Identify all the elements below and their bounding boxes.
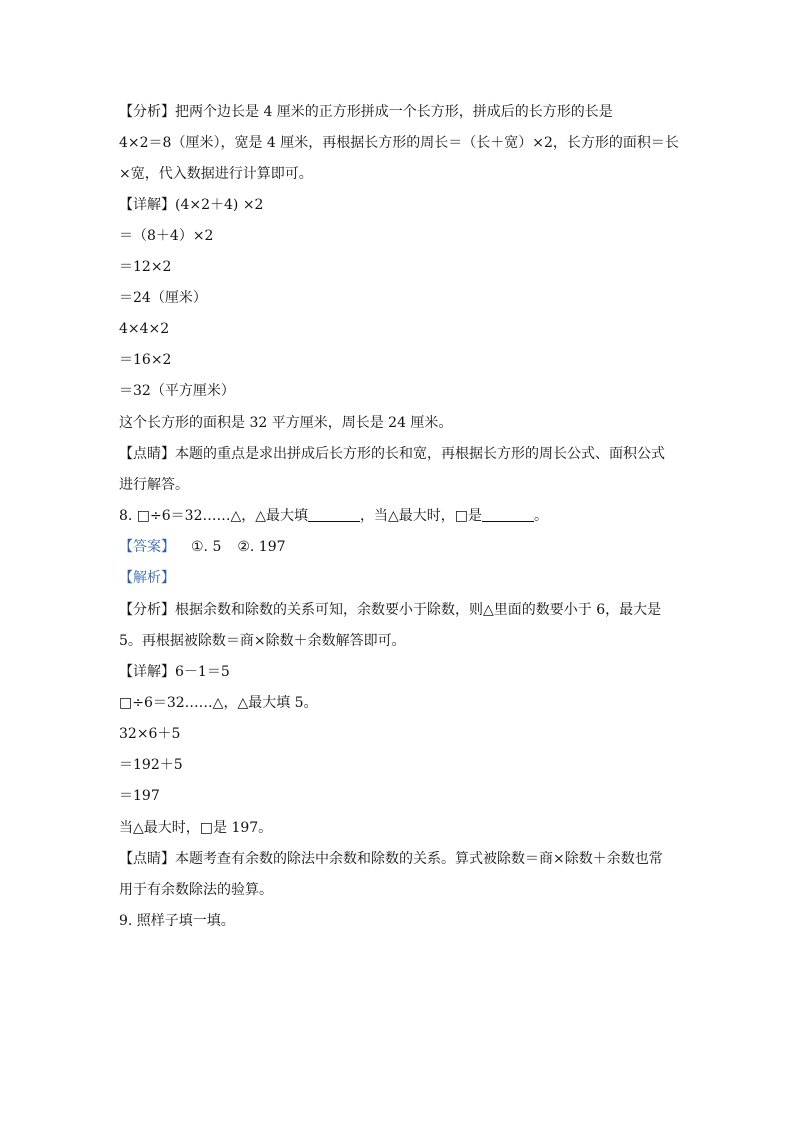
q7-detail-line-3: ＝12×2: [119, 259, 172, 275]
q7-analysis-line-2: 4×2＝8（厘米），宽是 4 厘米，再根据长方形的周长＝（长＋宽）×2，长方形的面积＝长: [119, 135, 679, 151]
q8-question-part-2: ，当△最大时，□是: [360, 508, 483, 524]
q7-detail-line-5: 4×4×2: [119, 321, 170, 337]
q8-analysis-line-1: 【分析】根据余数和除数的关系可知，余数要小于除数，则△里面的数要小于 6，最大是: [119, 602, 662, 618]
q7-detail-line-7: ＝32（平方厘米）: [119, 383, 235, 399]
q7-comment-line-1: 【点睛】本题的重点是求出拼成后长方形的长和宽，再根据长方形的周长公式、面积公式: [119, 446, 665, 462]
q8-answer-line: [119, 537, 679, 557]
q7-detail-line-6: ＝16×2: [119, 352, 172, 368]
q8-answer-1: ①. 5: [191, 539, 222, 555]
q8-detail-line-1: 【详解】6－1＝5: [119, 664, 230, 680]
q8-comment-line-1: 【点睛】本题考查有余数的除法中余数和除数的关系。算式被除数＝商×除数＋余数也常: [119, 851, 663, 867]
q8-answer-label: 【答案】: [119, 539, 175, 555]
q8-analysis-line-2: 5。再根据被除数＝商×除数＋余数解答即可。: [119, 633, 406, 649]
q7-comment-line-2: 进行解答。: [119, 477, 189, 493]
q8-comment-line-2: 用于有余数除法的验算。: [119, 882, 273, 898]
q7-analysis-line-1: 【分析】把两个边长是 4 厘米的正方形拼成一个长方形，拼成后的长方形的长是: [119, 104, 613, 120]
q8-question-part-3: 。: [534, 508, 549, 524]
q7-conclusion: 这个长方形的面积是 32 平方厘米，周长是 24 厘米。: [119, 415, 453, 431]
q7-analysis-line-3: ×宽，代入数据进行计算即可。: [119, 166, 313, 182]
q9-question: 9. 照样子填一填。: [119, 913, 235, 929]
q8-answer-blank-1[interactable]: [308, 507, 360, 522]
q7-detail-line-1: 【详解】(4×2＋4) ×2: [119, 197, 264, 213]
q8-detail-line-6: 当△最大时，□是 197。: [119, 820, 273, 836]
q8-question-part-1: 8. □÷6＝32……△，△最大填: [119, 508, 309, 524]
q8-question: [119, 506, 679, 526]
q8-detail-line-3: 32×6＋5: [119, 726, 181, 742]
q8-detail-line-4: ＝192＋5: [119, 757, 183, 773]
q8-detail-line-2: □÷6＝32……△，△最大填 5。: [119, 695, 318, 711]
q7-detail-line-4: ＝24（厘米）: [119, 290, 207, 306]
q8-detail-line-5: ＝197: [119, 788, 160, 804]
q7-detail-line-2: ＝（8＋4）×2: [119, 228, 214, 244]
q8-explanation-label: 【解析】: [119, 570, 175, 586]
q8-answer-blank-2[interactable]: [482, 507, 534, 522]
q8-answer-2: ②. 197: [237, 539, 286, 555]
